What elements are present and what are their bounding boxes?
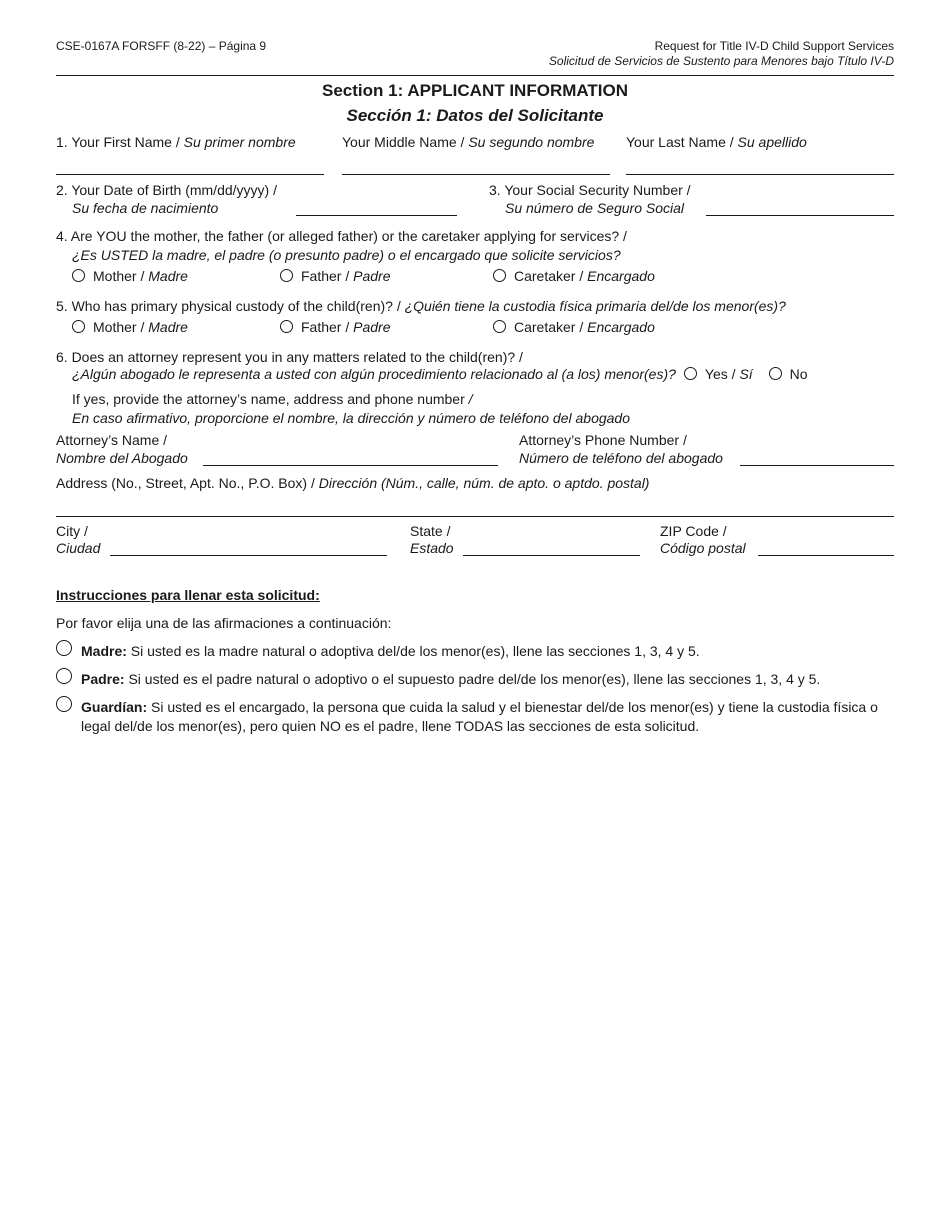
state-label-en: State / xyxy=(410,523,451,539)
last-name-label: Your Last Name / Su apellido xyxy=(626,134,807,150)
attorney-phone-label-en: Attorney’s Phone Number / xyxy=(519,432,687,448)
header-title-es: Solicitud de Servicios de Sustento para Menores bajo Título IV-D xyxy=(548,54,894,68)
section-title-en: Section 1: APPLICANT INFORMATION xyxy=(322,81,628,100)
address-label: Address (No., Street, Apt. No., P.O. Box) / Dirección (Núm., calle, núm. de apto. o aptdo. postal) xyxy=(56,475,650,491)
instructions-heading: Instrucciones para llenar esta solicitud: xyxy=(56,587,320,603)
q5-question: 5. Who has primary physical custody of the child(ren)? / ¿Quién tiene la custodia física primaria del/de los menor(es)? xyxy=(56,298,786,314)
city-label-en: City / xyxy=(56,523,88,539)
instruction-guardian: Guardían: Si usted es el encargado, la persona que cuida la salud y el bienestar del/de los menor(es) y tiene la custodia física o legal del/de los menor(es), pero quien NO es el padre, llene TODAS las secciones de esta solicitud. xyxy=(81,699,878,734)
q6-question-es: ¿Algún abogado le representa a usted con algún procedimiento relacionado al (a los) menor(es)? xyxy=(72,366,676,382)
instruction-padre: Padre: Si usted es el padre natural o adoptivo o el supuesto padre del/de los menor(es), llene las secciones 1, 3, 4 y 5. xyxy=(81,671,821,687)
form-id: CSE-0167A FORSFF (8-22) – Página 9 xyxy=(56,39,267,53)
radio-icon[interactable] xyxy=(493,320,506,333)
attorney-phone-label-es: Número de teléfono del abogado xyxy=(519,450,723,466)
q6-ifyes-es: En caso afirmativo, proporcione el nombre, la dirección y número de teléfono del abogado xyxy=(72,410,630,426)
first-name-field[interactable] xyxy=(56,174,324,175)
q6-option-no[interactable]: No xyxy=(769,366,808,382)
radio-icon[interactable] xyxy=(72,320,85,333)
state-field[interactable] xyxy=(463,555,640,556)
radio-icon[interactable] xyxy=(280,320,293,333)
zip-label-en: ZIP Code / xyxy=(660,523,727,539)
instructions-intro: Por favor elija una de las afirmaciones a continuación: xyxy=(56,615,392,631)
q4-option-father[interactable]: Father / Padre xyxy=(280,268,391,284)
header-title-en: Request for Title IV-D Child Support Services xyxy=(654,39,894,53)
attorney-name-label-en: Attorney’s Name / xyxy=(56,432,168,448)
radio-icon[interactable] xyxy=(72,269,85,282)
q6-question-es-row xyxy=(72,366,808,382)
attorney-phone-field[interactable] xyxy=(740,465,894,466)
ssn-label-en: 3. Your Social Security Number / xyxy=(489,182,691,198)
radio-icon[interactable] xyxy=(56,640,72,656)
attorney-name-field[interactable] xyxy=(203,465,498,466)
address-field[interactable] xyxy=(56,516,894,517)
q6-question-en: 6. Does an attorney represent you in any matters related to the child(ren)? / xyxy=(56,349,523,365)
radio-icon[interactable] xyxy=(493,269,506,282)
radio-icon[interactable] xyxy=(769,367,782,380)
first-name-label: 1. Your First Name / Su primer nombre xyxy=(56,134,296,150)
q4-option-mother[interactable]: Mother / Madre xyxy=(72,268,188,284)
radio-icon[interactable] xyxy=(684,367,697,380)
q6-option-yes[interactable]: Yes / Sí xyxy=(684,366,753,382)
zip-label-es: Código postal xyxy=(660,540,746,556)
attorney-name-label-es: Nombre del Abogado xyxy=(56,450,188,466)
instruction-madre: Madre: Si usted es la madre natural o adoptiva del/de los menor(es), llene las secciones 1, 3, 4 y 5. xyxy=(81,643,700,659)
header-divider xyxy=(56,75,894,76)
dob-label-en: 2. Your Date of Birth (mm/dd/yyyy) / xyxy=(56,182,277,198)
middle-name-label: Your Middle Name / Su segundo nombre xyxy=(342,134,595,150)
q5-option-father[interactable]: Father / Padre xyxy=(280,319,391,335)
radio-icon[interactable] xyxy=(280,269,293,282)
city-field[interactable] xyxy=(110,555,387,556)
q6-ifyes-en: If yes, provide the attorney’s name, address and phone number / xyxy=(72,391,473,407)
q4-question-es: ¿Es USTED la madre, el padre (o presunto padre) o el encargado que solicite servicios? xyxy=(72,247,621,263)
radio-icon[interactable] xyxy=(56,696,72,712)
middle-name-field[interactable] xyxy=(342,174,610,175)
last-name-field[interactable] xyxy=(626,174,894,175)
ssn-field[interactable] xyxy=(706,215,894,216)
q5-option-caretaker[interactable]: Caretaker / Encargado xyxy=(493,319,655,335)
ssn-label-es: Su número de Seguro Social xyxy=(505,200,684,216)
state-label-es: Estado xyxy=(410,540,454,556)
radio-icon[interactable] xyxy=(56,668,72,684)
dob-label-es: Su fecha de nacimiento xyxy=(72,200,219,216)
section-title-es: Sección 1: Datos del Solicitante xyxy=(346,106,604,125)
q4-question-en: 4. Are YOU the mother, the father (or alleged father) or the caretaker applying for services? / xyxy=(56,228,627,244)
dob-field[interactable] xyxy=(296,215,457,216)
q4-option-caretaker[interactable]: Caretaker / Encargado xyxy=(493,268,655,284)
zip-field[interactable] xyxy=(758,555,894,556)
q5-option-mother[interactable]: Mother / Madre xyxy=(72,319,188,335)
city-label-es: Ciudad xyxy=(56,540,101,556)
